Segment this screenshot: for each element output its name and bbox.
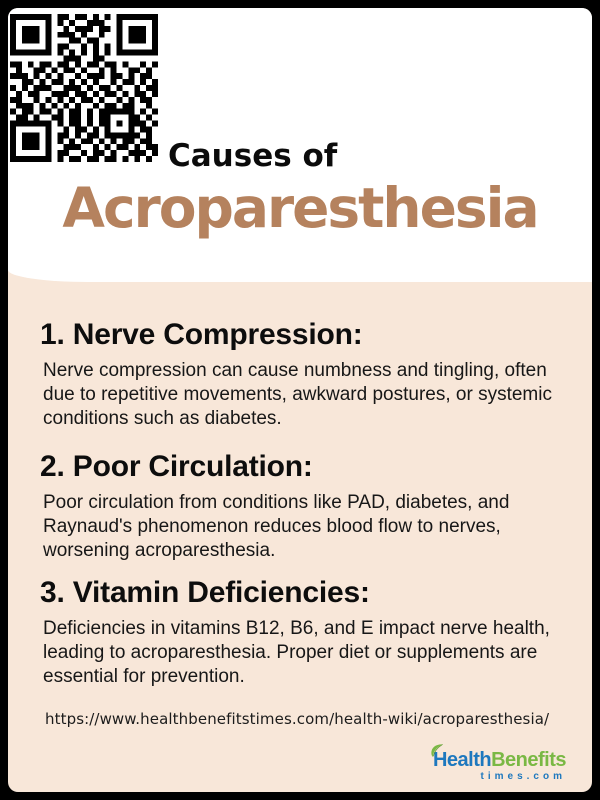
cause-section-nerve-compression <box>8 318 592 431</box>
cause-section-poor-circulation <box>8 450 592 563</box>
cause-section-vitamin-deficiencies <box>8 576 592 689</box>
cause-heading: 1. Nerve Compression: <box>40 318 363 351</box>
poster-title: Acroparesthesia <box>62 176 538 240</box>
cause-description: Poor circulation from conditions like PAD, diabetes, and Raynaud's phenomenon reduces blood flow to nerves, worsening acroparesthesia. <box>43 492 510 561</box>
cause-heading: 3. Vitamin Deficiencies: <box>40 576 370 609</box>
content-panel <box>8 282 592 792</box>
poster-header <box>8 8 592 282</box>
brand-logo <box>433 750 566 782</box>
cause-description: Nerve compression can cause numbness and tingling, often due to repetitive movements, awkward postures, or systemic conditions such as diabetes. <box>43 360 552 429</box>
logo-health-text: Health <box>432 749 492 771</box>
logo-tagline: times.com <box>480 771 566 782</box>
source-url: https://www.healthbenefitstimes.com/health-wiki/acroparesthesia/ <box>45 710 550 728</box>
leaf-icon <box>429 743 444 758</box>
cause-description: Deficiencies in vitamins B12, B6, and E impact nerve health, leading to acroparesthesia. Proper diet or supplements are essential for prevention. <box>43 618 550 687</box>
brand-logo-wordmark <box>433 750 566 770</box>
logo-benefits-text: Benefits <box>491 749 566 771</box>
poster-inner <box>8 8 592 792</box>
qr-code-icon <box>10 14 158 162</box>
poster-subtitle: Causes of <box>168 138 338 174</box>
cause-heading: 2. Poor Circulation: <box>40 450 313 483</box>
